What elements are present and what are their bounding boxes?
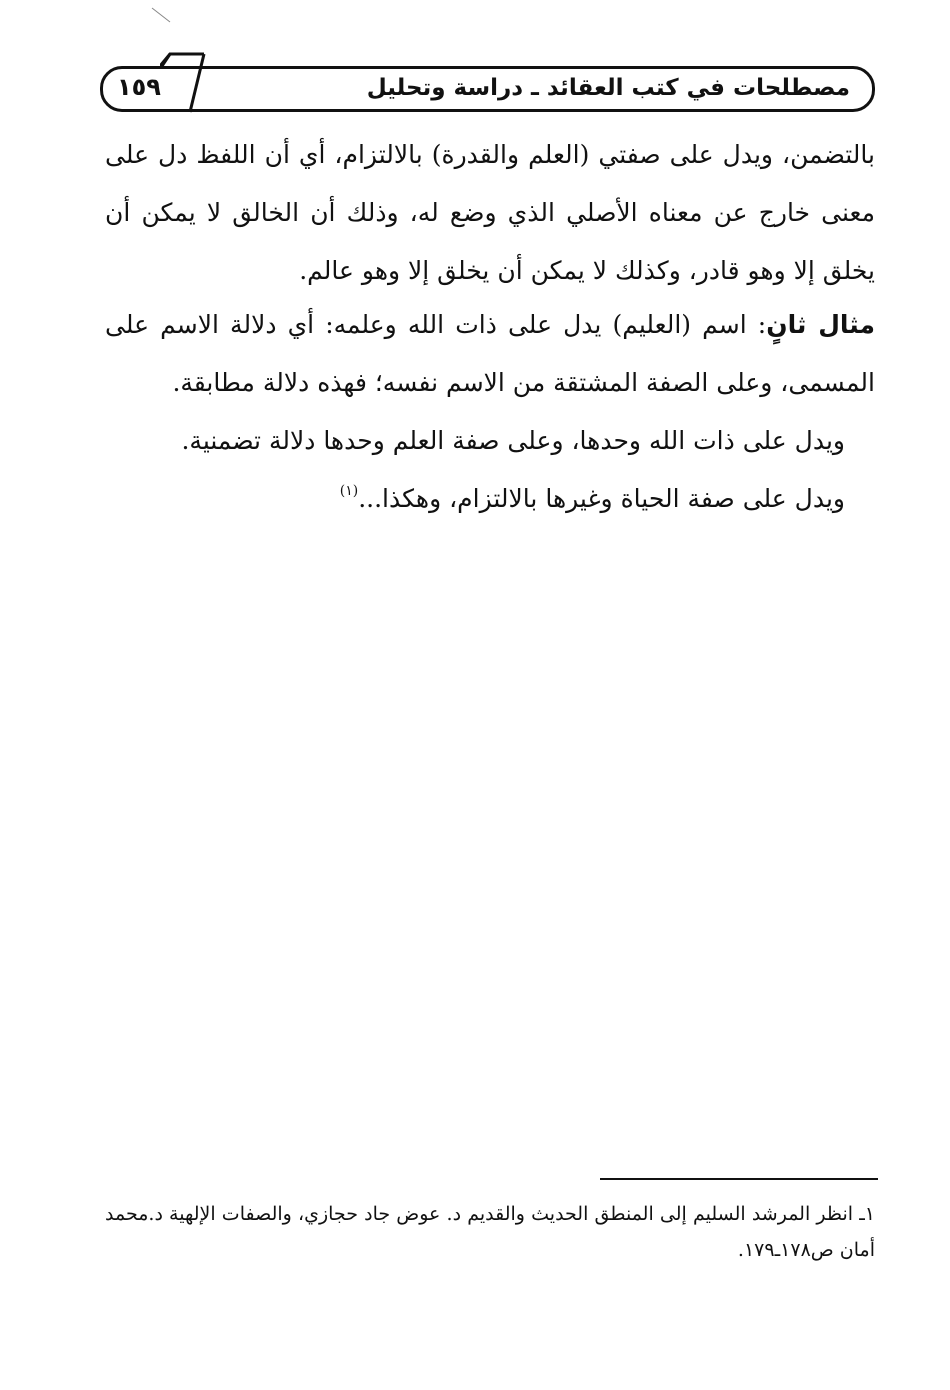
footnote-divider — [600, 1178, 878, 1180]
page-number: ١٥٩ — [117, 73, 161, 101]
paragraph-4-text: ويدل على صفة الحياة وغيرها بالالتزام، وهكذا... — [358, 484, 845, 513]
running-header — [100, 66, 875, 112]
paragraph-3: ويدل على ذات الله وحدها، وعلى صفة العلم وحدها دلالة تضمنية. — [181, 426, 845, 455]
header-tab-decoration — [160, 52, 208, 114]
paragraph-2-text: : اسم (العليم) يدل على ذات الله وعلمه: أي دلالة الاسم على المسمى، وعلى الصفة المشتقة من الاسم نفسه؛ فهذه دلالة مطابقة. — [105, 310, 875, 397]
header-title: مصطلحات في كتب العقائد ـ دراسة وتحليل — [366, 75, 850, 101]
paragraph-2 — [105, 296, 875, 412]
paragraph-4 — [105, 470, 845, 528]
scan-mark — [150, 6, 174, 26]
footnote-reference: (١) — [339, 483, 359, 499]
paragraph-1: بالتضمن، ويدل على صفتي (العلم والقدرة) بالالتزام، أي أن اللفظ دل على معنى خارج عن معناه الأصلي الذي وضع له، وذلك أن الخالق لا يمكن أن يخلق إلا وهو قادر، وكذلك لا يمكن أن يخلق إلا وهو عالم. — [105, 140, 875, 285]
footnote-1: ١ـ انظر المرشد السليم إلى المنطق الحديث والقديم د. عوض جاد حجازي، والصفات الإلهية د.محمد أمان ص١٧٨ـ١٧٩. — [105, 1203, 875, 1261]
example-label: مثال ثانٍ — [766, 310, 875, 339]
